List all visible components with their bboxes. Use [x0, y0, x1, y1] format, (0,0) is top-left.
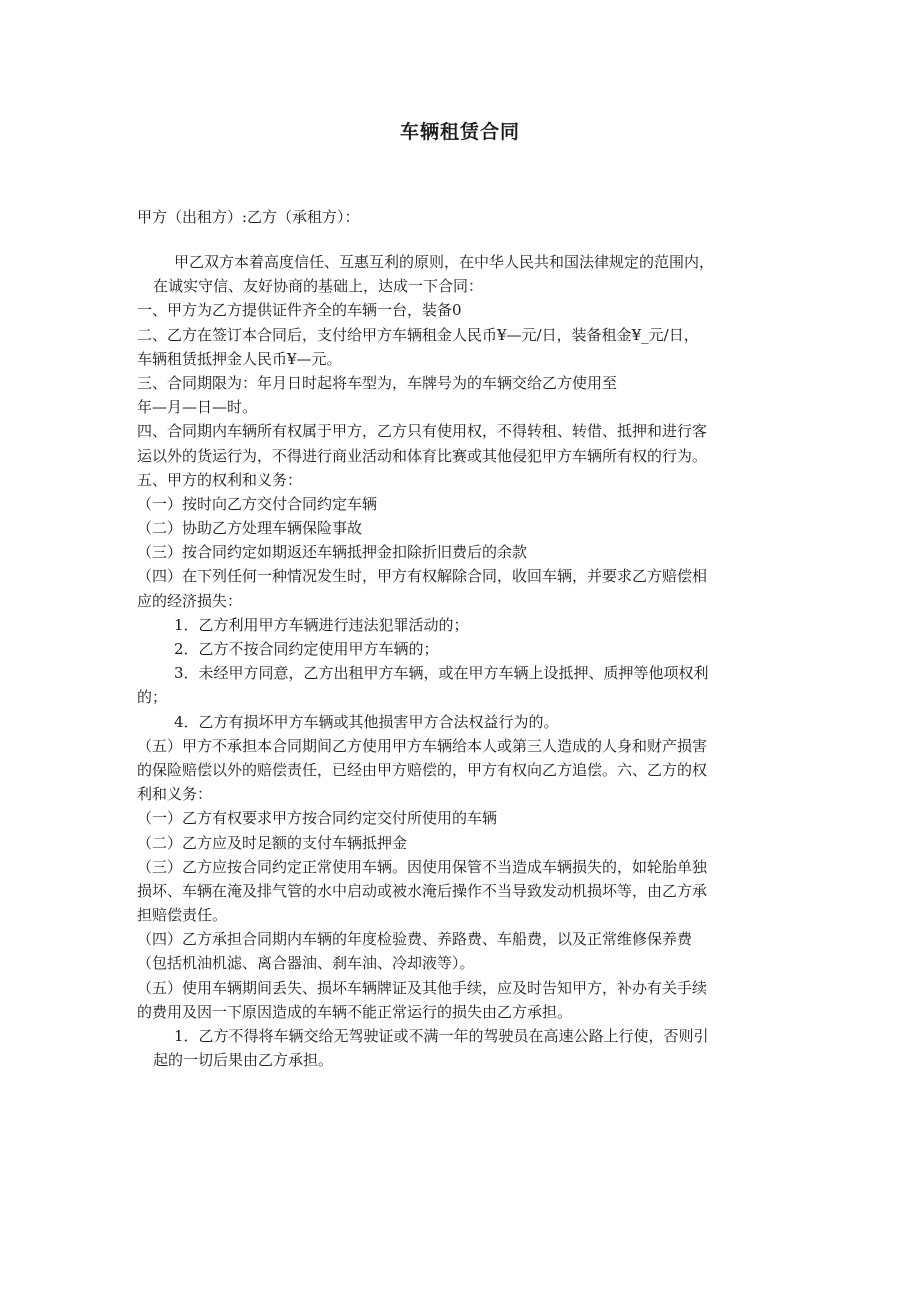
contract-line: 五、甲方的权利和义务：	[137, 470, 303, 489]
contract-line: 的保险赔偿以外的赔偿责任，已经由甲方赔偿的，甲方有权向乙方追偿。六、乙方的权	[137, 760, 708, 779]
document-title: 车辆租赁合同	[399, 121, 520, 143]
contract-line: 1．乙方利用甲方车辆进行违法犯罪活动的；	[174, 615, 469, 634]
contract-line: 损坏、车辆在淹及排气管的水中启动或被水淹后操作不当导致发动机损坏等，由乙方承	[137, 881, 708, 900]
contract-line: 二、乙方在签订本合同后，支付给甲方车辆租金人民币¥—元/日，装备租金¥_元/日，	[137, 325, 699, 344]
contract-line: 应的经济损失：	[137, 591, 243, 610]
contract-line: 年—月—日—时。	[137, 398, 258, 417]
contract-line: 1．乙方不得将车辆交给无驾驶证或不满一年的驾驶员在高速公路上行使，否则引	[174, 1027, 709, 1045]
contract-line: 三、合同期限为：年月日时起将车型为，车牌号为的车辆交给乙方使用至	[137, 373, 618, 392]
contract-line: （二）乙方应及时足额的支付车辆抵押金	[137, 833, 408, 852]
contract-line: （三）乙方应按合同约定正常使用车辆。因使用保管不当造成车辆损失的，如轮胎单独	[137, 857, 708, 876]
contract-line: （四）在下列任何一种情况发生时，甲方有权解除合同，收回车辆，并要求乙方赔偿相	[137, 567, 708, 586]
contract-line: （三）按合同约定如期返还车辆抵押金扣除折旧费后的余款	[137, 543, 528, 562]
contract-line: 甲乙双方本着高度信任、互惠互利的原则，在中华人民共和国法律规定的范围内，	[174, 253, 715, 271]
contract-line: 的费用及因一下原因造成的车辆不能正常运行的损失由乙方承担。	[137, 1002, 573, 1021]
contract-line: 起的一切后果由乙方承担。	[153, 1051, 334, 1070]
contract-line: 3．未经甲方同意，乙方出租甲方车辆，或在甲方车辆上设抵押、质押等他项权利	[174, 664, 709, 683]
contract-line: 4．乙方有损坏甲方车辆或其他损害甲方合法权益行为的。	[174, 712, 559, 731]
contract-line: 车辆租赁抵押金人民币¥—元。	[137, 349, 342, 368]
contract-line: （五）甲方不承担本合同期间乙方使用甲方车辆给本人或第三人造成的人身和财产损害	[137, 736, 708, 755]
contract-line: 在诚实守信、友好协商的基础上，达成一下合同：	[153, 277, 484, 296]
contract-line: （四）乙方承担合同期内车辆的年度检验费、养路费、车船费，以及正常维修保养费	[137, 930, 693, 949]
contract-line: 运以外的货运行为，不得进行商业活动和体育比赛或其他侵犯甲方车辆所有权的行为。	[137, 446, 708, 465]
contract-line: （二）协助乙方处理车辆保险事故	[137, 519, 363, 538]
contract-line: 一、甲方为乙方提供证件齐全的车辆一台，装备0	[137, 301, 462, 320]
contract-line: 利和义务：	[137, 785, 213, 804]
contract-line: 的；	[137, 688, 168, 707]
parties-line: 甲方（出租方）:乙方（承租方）：	[137, 208, 360, 226]
contract-line: 四、合同期内车辆所有权属于甲方，乙方只有使用权，不得转租、转借、抵押和进行客	[137, 422, 708, 441]
contract-body	[137, 250, 797, 1072]
contract-line: 2．乙方不按合同约定使用甲方车辆的；	[174, 640, 439, 658]
contract-line: 担赔偿责任。	[137, 906, 228, 925]
contract-line: （一）乙方有权要求甲方按合同约定交付所使用的车辆	[137, 809, 498, 828]
contract-line: （五）使用车辆期间丢失、损坏车辆牌证及其他手续，应及时告知甲方，补办有关手续	[137, 978, 708, 997]
contract-line: （包括机油机滤、离合器油、刹车油、冷却液等）。	[137, 954, 475, 973]
contract-line: （一）按时向乙方交付合同约定车辆	[137, 494, 378, 513]
